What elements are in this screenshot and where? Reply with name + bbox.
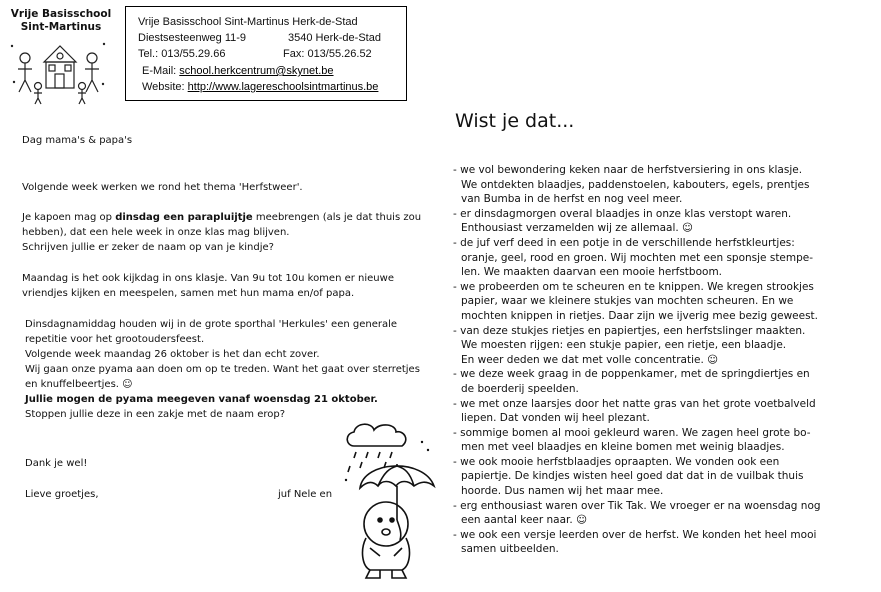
wist-list-item: - we ook een versje leerden over de herfst. We konden het heel mooi [453,528,817,541]
letter-paragraph-viewing-day [22,271,432,301]
street: Diestsesteenweg 11-9 [138,32,247,44]
performance-text-c: Volgende week maandag 26 oktober is het dan echt zover. [25,349,320,360]
website-row [142,80,378,95]
wist-list-item: - we deze week graag in de poppenkamer, met de springdiertjes en [453,368,810,381]
wist-list-line-continuation: hoorde. Dus namen wij het maar mee. [461,485,664,498]
performance-text-f: Stoppen jullie deze in een zakje met de naam erop? [25,409,286,420]
address-row [138,31,381,46]
wist-list-line-continuation: mochten knippen in rietjes. Daar zijn we ijverig mee bezig geweest. [461,309,819,322]
wist-list-line-continuation: een aantal keer naar. ☺ [461,514,588,527]
logo-title-line1: Vrije Basisschool [10,8,112,20]
wist-list-line-continuation: We moesten rijgen: een stukje papier, een rietje, een blaadje. [461,339,787,352]
wist-list-line-continuation: liepen. Dat vonden wij heel plezant. [461,412,650,425]
logo-title-line2: Sint-Martinus [20,21,102,33]
letter-greeting: Dag mama's & papa's [22,135,133,146]
umbrella-text-a: Je kapoen mag op [22,212,116,223]
performance-text-a: Dinsdagnamiddag houden wij in de grote sporthal 'Herkules' een generale [25,319,398,330]
viewing-day-text-a: Maandag is het ook kijkdag in ons klasje. Van 9u tot 10u komen er nieuwe [22,273,394,284]
wist-list-line-continuation: papiertje. De kindjes wisten heel goed dat dat in de vuilbak thuis [461,470,804,483]
performance-text-b: repetitie voor het grootoudersfeest. [25,334,205,345]
letter-closing: Lieve groetjes, [25,489,99,500]
letter-signature: juf Nele en [278,489,333,500]
wist-list-line-continuation: van Bumba in de herfst en nog veel meer. [461,193,683,206]
wist-list-item: - van deze stukjes rietjes en papiertjes, een herfstslinger maakten. [453,324,806,337]
wist-list-line-continuation: We ontdekten blaadjes, paddenstoelen, kabouters, egels, prentjes [461,178,810,191]
wist-list-line-continuation: len. We maakten daarvan een mooie herfstboom. [461,266,723,279]
school-logo-title [6,8,116,34]
wist-list-line-continuation: oranje, geel, rood en groen. Wij mochten met een sponsje stempe- [461,251,814,264]
performance-text-bold: Jullie mogen de pyama meegeven vanaf woensdag 21 oktober. [25,394,378,405]
wist-list-item: - we met onze laarsjes door het natte gras van het grote voetbalveld [453,397,816,410]
wist-list-line-continuation: de boerderij speelden. [461,382,579,395]
school-contact-box [125,6,407,101]
wist-list-line-continuation: Enthousiast verzamelden wij ze allemaal. ☺ [461,222,693,235]
letter-thanks: Dank je wel! [25,458,88,469]
performance-text-e: en knuffelbeertjes. ☺ [25,379,133,390]
letter-paragraph-umbrella [22,210,432,255]
umbrella-text-bold: dinsdag een parapluĳtje [115,212,253,223]
umbrella-text-d: Schrijven jullie er zeker de naam op van je kindje? [22,242,274,253]
email-label: E-Mail: [142,65,180,77]
wist-list-line-continuation: papier, waar we kleinere stukjes van mochten scheuren. En we [461,295,794,308]
website-label: Website: [142,81,188,93]
wist-list-item: - we vol bewondering keken naar de herfstversiering in ons klasje. [453,164,803,176]
wist-list-line-continuation: men met veel blaadjes en kleine bomen met weinig blaadjes. [461,441,785,454]
website-link[interactable]: http://www.lagereschoolsintmartinus.be [187,81,379,93]
umbrella-text-b: meebrengen (als je dat thuis zou [252,212,422,223]
child-with-umbrella-icon [340,420,442,582]
wist-je-dat-title: Wist je dat... [455,110,575,132]
wist-je-dat-list [453,163,873,557]
school-children-drawing-icon [8,34,108,106]
telephone: Tel.: 013/55.29.66 [138,48,226,60]
wist-list-item: - de juf verf deed in een potje in de verschillende herfstkleurtjes: [453,236,795,249]
performance-text-d: Wij gaan onze pyama aan doen om op te treden. Want het gaat over sterretjes [25,364,420,375]
wist-list-item: - er dinsdagmorgen overal blaadjes in onze klas verstopt waren. [453,207,792,220]
letter-paragraph-performance [25,317,435,422]
school-name: Vrije Basisschool Sint-Martinus Herk-de-Stad [138,16,358,28]
wist-list-line-continuation: samen uitbeelden. [461,543,559,556]
wist-list-item: - erg enthousiast waren over Tik Tak. We vroeger er na woensdag nog [453,499,821,512]
wist-list-item: - we ook mooie herfstblaadjes opraapten. We vonden ook een [453,455,780,468]
city: 3540 Herk-de-Stad [288,32,381,44]
fax: Fax: 013/55.26.52 [283,48,372,60]
viewing-day-text-b: vriendjes kijken en meespelen, samen met hun mama en/of papa. [22,288,355,299]
wist-list-item: - we probeerden om te scheuren en te knippen. We kregen strookjes [453,280,814,293]
email-row [142,64,334,79]
phone-row [138,47,372,62]
letter-paragraph-theme: Volgende week werken we rond het thema 'Herfstweer'. [22,182,303,193]
wist-list-line-continuation: En weer deden we dat met volle concentratie. ☺ [461,353,719,366]
umbrella-text-c: hebben), dat een hele week in onze klas mag blijven. [22,227,290,238]
email-link[interactable]: school.herkcentrum@skynet.be [179,65,334,77]
wist-list-item: - sommige bomen al mooi gekleurd waren. We zagen heel grote bo- [453,426,811,439]
